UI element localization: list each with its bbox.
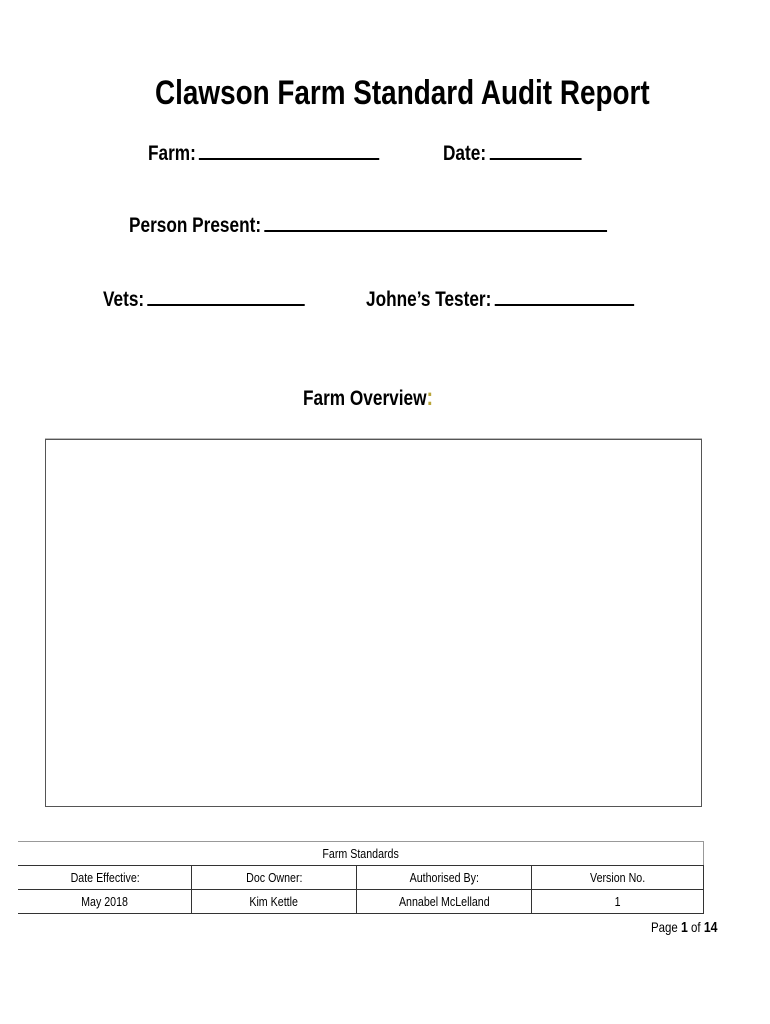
total-pages: 14 (703, 919, 718, 936)
vets-field (103, 288, 349, 312)
footer-header-row (19, 866, 704, 890)
page-number: Page 1 of 14 (651, 919, 718, 936)
footer-header-cell: Authorised By: (357, 866, 532, 890)
footer-header-cell: Doc Owner: (192, 866, 357, 890)
person-present-blank-line (264, 214, 607, 232)
farm-field (148, 142, 430, 166)
footer-title-cell: Farm Standards (19, 842, 704, 866)
heading-colon: : (426, 384, 434, 411)
footer-table (18, 841, 704, 914)
person-present-label: Person Present: (129, 214, 262, 237)
person-present-field (129, 214, 712, 238)
date-field (443, 142, 612, 166)
johnes-tester-field (366, 288, 693, 312)
farm-overview-box (45, 439, 702, 807)
vets-blank-line (147, 288, 304, 306)
footer-header-cell: Date Effective: (19, 866, 192, 890)
document-title: Clawson Farm Standard Audit Report (155, 74, 650, 112)
farm-overview-heading: Farm Overview: (303, 384, 434, 411)
johnes-tester-label: Johne’s Tester: (366, 288, 492, 311)
footer-header-cell: Version No. (532, 866, 704, 890)
footer-value-cell: 1 (532, 890, 704, 914)
footer-value-cell: Annabel McLelland (357, 890, 532, 914)
date-label: Date: (443, 142, 487, 165)
footer-values-row (19, 890, 704, 914)
vets-label: Vets: (103, 288, 145, 311)
date-blank-line (489, 142, 581, 160)
footer-title-row (19, 842, 704, 866)
footer-value-cell: Kim Kettle (192, 890, 357, 914)
johnes-tester-blank-line (495, 288, 634, 306)
footer-value-cell: May 2018 (19, 890, 192, 914)
current-page: 1 (681, 919, 688, 936)
farm-label: Farm: (148, 142, 196, 165)
farm-blank-line (199, 142, 379, 160)
